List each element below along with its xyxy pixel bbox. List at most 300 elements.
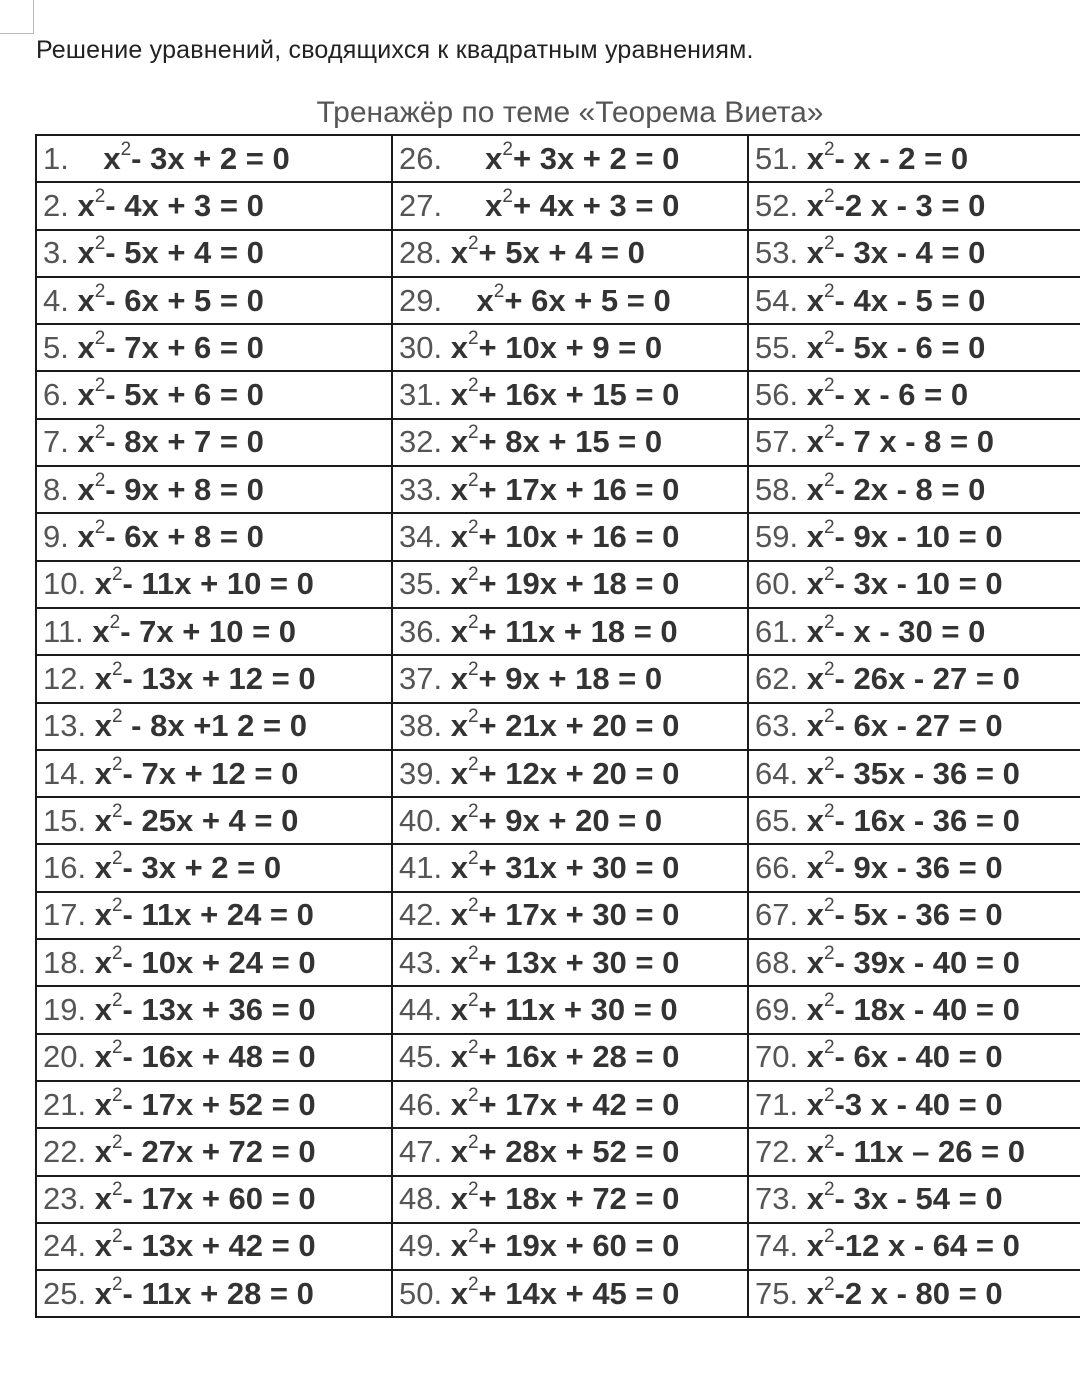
exponent: 2 (111, 1273, 123, 1295)
equation-variable: x (94, 755, 112, 791)
equation-number: 22. (43, 1133, 95, 1169)
equation-cell (392, 371, 748, 418)
equation-variable: x (806, 991, 824, 1027)
equation-variable: x (806, 802, 824, 838)
equation-cell (36, 939, 392, 986)
equation-terms: + 8x + 15 = 0 (478, 424, 663, 460)
equation (451, 519, 680, 554)
equation-variable: x (806, 235, 824, 271)
equation-terms: - 25x + 4 = 0 (122, 802, 299, 838)
equation-number: 38. (399, 708, 451, 744)
table-row (36, 986, 1080, 1033)
equation-cell (392, 608, 748, 655)
exponent: 2 (94, 517, 106, 539)
equation-number: 52. (755, 187, 807, 223)
equation-variable: x (450, 755, 468, 791)
exponent: 2 (823, 942, 835, 964)
exponent: 2 (111, 1037, 123, 1059)
equation-number: 8. (43, 471, 78, 507)
equation-variable: x (806, 329, 824, 365)
exponent: 2 (111, 1084, 123, 1106)
equation-variable: x (77, 235, 95, 271)
equation (451, 897, 680, 932)
equation (94, 753, 299, 791)
equation-terms: - 9x + 8 = 0 (105, 471, 264, 507)
equation-terms: - 7x + 6 = 0 (105, 329, 264, 365)
equation (807, 708, 1003, 743)
equation-variable: x (450, 424, 468, 460)
equation (485, 185, 680, 223)
equation-number: 18. (43, 944, 95, 980)
equation-variable: x (450, 329, 468, 365)
equation-variable: x (94, 850, 112, 886)
exponent: 2 (467, 753, 479, 775)
equation-terms: + 12x + 20 = 0 (478, 755, 680, 791)
equation-terms: - 3x + 2 = 0 (122, 850, 282, 886)
exponent: 2 (467, 1273, 479, 1295)
equation-terms: - 3x - 4 = 0 (834, 235, 986, 271)
equation-cell (748, 1081, 1080, 1128)
equation-cell (36, 1223, 392, 1270)
equation-number: 21. (43, 1086, 95, 1122)
equation-number: 26. (399, 140, 486, 176)
equation-terms: + 16x + 15 = 0 (478, 377, 680, 413)
equation-terms: - 5x + 4 = 0 (105, 235, 264, 271)
exponent: 2 (111, 895, 123, 917)
equation-terms: - 3x - 10 = 0 (834, 566, 1003, 602)
equation-variable: x (450, 471, 468, 507)
equation (450, 658, 663, 696)
table-row (36, 892, 1080, 939)
equation-variable: x (485, 187, 503, 223)
equation-variable: x (450, 1228, 468, 1264)
exponent: 2 (823, 1226, 835, 1248)
exponent: 2 (823, 422, 835, 444)
exponent: 2 (823, 375, 835, 397)
equation-cell (392, 797, 748, 844)
equation-cell (748, 371, 1080, 418)
exponent: 2 (467, 327, 479, 349)
equation (485, 138, 680, 176)
equation-cell (36, 797, 392, 844)
table-row (36, 135, 1080, 182)
equation (95, 566, 314, 601)
equation-variable: x (806, 755, 824, 791)
equation-number: 68. (755, 944, 807, 980)
equation-variable: x (450, 802, 468, 838)
equation (451, 377, 680, 412)
equation-cell (392, 466, 748, 513)
exponent: 2 (467, 942, 479, 964)
equation-number: 2. (43, 187, 78, 223)
equation-number: 48. (399, 1181, 451, 1217)
equation (806, 469, 986, 507)
equation (807, 377, 968, 412)
equation-cell (748, 986, 1080, 1033)
equation (451, 1228, 680, 1263)
exponent: 2 (467, 800, 479, 822)
equation-cell (392, 135, 748, 182)
equation (95, 897, 314, 932)
equation-cell (748, 1034, 1080, 1081)
equation-number: 20. (43, 1039, 95, 1075)
equation-variable: x (450, 235, 468, 271)
equation-number: 63. (755, 708, 807, 744)
equation-number: 49. (399, 1228, 451, 1264)
equation-variable: x (806, 377, 824, 413)
equation (806, 1273, 1003, 1311)
equation (77, 235, 263, 270)
equation (806, 942, 1020, 980)
equation-variable: x (450, 897, 468, 933)
equation-number: 70. (755, 1039, 807, 1075)
equation-number: 75. (755, 1275, 807, 1311)
equation-cell (392, 750, 748, 797)
equation (77, 327, 264, 365)
equation (806, 327, 986, 365)
equation-cell (392, 1081, 748, 1128)
equation-number: 51. (755, 140, 807, 176)
equation-terms: - 35x - 36 = 0 (834, 755, 1020, 791)
equation (94, 800, 299, 838)
equation-cell (392, 1128, 748, 1175)
equation-number: 65. (755, 802, 807, 838)
equation-terms: + 10x + 16 = 0 (478, 519, 680, 555)
equation-number: 23. (43, 1181, 95, 1217)
equations-table-body (36, 135, 1080, 1317)
equation (77, 519, 263, 554)
equation-variable: x (94, 1275, 112, 1311)
exponent: 2 (823, 327, 835, 349)
equation (94, 989, 316, 1027)
equation-number: 59. (755, 519, 807, 555)
equation-variable: x (77, 424, 95, 460)
equation-number: 11. (43, 613, 93, 649)
exponent: 2 (467, 1179, 479, 1201)
equation-number: 58. (755, 471, 807, 507)
equation (450, 1273, 680, 1311)
equation (103, 138, 290, 176)
equation-terms: - 10x + 24 = 0 (122, 944, 316, 980)
equation-cell (392, 939, 748, 986)
equation-terms: - 18x - 40 = 0 (834, 991, 1020, 1027)
equation-cell (392, 324, 748, 371)
equation-number: 60. (755, 566, 807, 602)
equation-terms: + 3x + 2 = 0 (513, 140, 680, 176)
equation-variable: x (806, 897, 824, 933)
equation-variable: x (450, 1133, 468, 1169)
exponent: 2 (467, 375, 479, 397)
equation-number: 43. (399, 944, 451, 980)
equation (806, 800, 1020, 838)
equation-number: 14. (43, 755, 95, 791)
equation-cell (36, 135, 392, 182)
equation-terms: - 16x + 48 = 0 (122, 1039, 316, 1075)
equation-cell (392, 1176, 748, 1223)
table-row (36, 844, 1080, 891)
exponent: 2 (94, 280, 106, 302)
equation-terms: - 8x +1 2 = 0 (122, 708, 307, 744)
exponent: 2 (467, 564, 479, 586)
equation-terms: - 13x + 12 = 0 (122, 660, 316, 696)
table-row (36, 655, 1080, 702)
equation-number: 74. (755, 1228, 807, 1264)
exponent: 2 (823, 1037, 835, 1059)
equation (807, 424, 994, 459)
equation-terms: - 17x + 60 = 0 (122, 1181, 316, 1217)
table-row (36, 513, 1080, 560)
exponent: 2 (111, 848, 123, 870)
equation (94, 942, 316, 980)
equation-cell (36, 277, 392, 324)
equation-variable: x (806, 187, 824, 223)
equation (807, 897, 1003, 932)
table-row (36, 466, 1080, 513)
equation-terms: - 39x - 40 = 0 (834, 944, 1020, 980)
equation-variable: x (77, 377, 95, 413)
equation-number: 16. (43, 850, 95, 886)
equation-terms: - 3x - 54 = 0 (834, 1181, 1003, 1217)
equation-variable: x (94, 660, 112, 696)
exponent: 2 (467, 1084, 479, 1106)
equation-cell (392, 703, 748, 750)
exponent: 2 (111, 658, 123, 680)
table-row (36, 703, 1080, 750)
exponent: 2 (467, 517, 479, 539)
exponent: 2 (467, 895, 479, 917)
exponent: 2 (823, 753, 835, 775)
equation (807, 850, 1003, 885)
equation-variable: x (806, 1228, 824, 1264)
equation-variable: x (94, 1228, 112, 1264)
equation-terms: + 11x + 30 = 0 (478, 991, 678, 1027)
equation-number: 62. (755, 660, 807, 696)
equation-variable: x (806, 1181, 824, 1217)
exponent: 2 (467, 1226, 479, 1248)
equation-terms: - 6x + 8 = 0 (105, 519, 264, 555)
equation-cell (748, 750, 1080, 797)
equation-variable: x (806, 1086, 824, 1122)
equation-cell (748, 844, 1080, 891)
exponent: 2 (502, 185, 513, 207)
equation-terms: + 10x + 9 = 0 (478, 329, 663, 365)
equation-number: 67. (755, 897, 807, 933)
equation-cell (748, 561, 1080, 608)
table-row (36, 561, 1080, 608)
equation-cell (36, 703, 392, 750)
table-row (36, 230, 1080, 277)
equation-terms: + 31x + 30 = 0 (478, 850, 680, 886)
equation-number: 53. (755, 235, 807, 271)
equation (450, 989, 678, 1027)
exponent: 2 (94, 185, 106, 207)
equation (95, 850, 281, 885)
equation-variable: x (450, 613, 468, 649)
equation-variable: x (806, 282, 824, 318)
equation-terms: + 9x + 18 = 0 (478, 660, 663, 696)
equation-variable: x (450, 660, 468, 696)
equation-variable: x (77, 187, 95, 223)
exponent: 2 (823, 989, 835, 1011)
equation-number: 39. (399, 755, 451, 791)
equation-variable: x (806, 708, 824, 744)
equation (451, 235, 645, 270)
equation (451, 1039, 680, 1074)
exponent: 2 (823, 517, 835, 539)
equation-number: 5. (43, 329, 78, 365)
equation-variable: x (806, 850, 824, 886)
equation-number: 34. (399, 519, 451, 555)
equation (95, 1181, 316, 1216)
exponent: 2 (467, 469, 479, 491)
equation-cell (392, 419, 748, 466)
equation-number: 54. (755, 282, 807, 318)
equation-variable: x (450, 944, 468, 980)
equation-variable: x (450, 566, 468, 602)
equation-number: 40. (399, 802, 451, 838)
equation-terms: - 3x + 2 = 0 (131, 140, 290, 176)
equation-number: 33. (399, 471, 451, 507)
equation-terms: - 11x + 10 = 0 (122, 566, 314, 602)
equation-terms: + 14x + 45 = 0 (478, 1275, 680, 1311)
equation-cell (392, 844, 748, 891)
equation-cell (36, 1176, 392, 1223)
equation-terms: - 11x + 28 = 0 (122, 1275, 314, 1311)
equation-variable: x (103, 140, 121, 176)
equation-cell (748, 892, 1080, 939)
equation-variable: x (94, 1181, 112, 1217)
equation-terms: -3 x - 40 = 0 (834, 1086, 1003, 1122)
exponent: 2 (823, 233, 835, 255)
table-row (36, 277, 1080, 324)
equation-terms: - 13x + 42 = 0 (122, 1228, 316, 1264)
equation (476, 280, 671, 318)
exponent: 2 (823, 469, 835, 491)
exponent: 2 (467, 422, 479, 444)
exponent: 2 (467, 611, 479, 633)
equations-table (35, 134, 1080, 1318)
exponent: 2 (94, 422, 106, 444)
equation-variable: x (94, 566, 112, 602)
equation-variable: x (92, 613, 110, 649)
exponent: 2 (823, 1179, 835, 1201)
equation-cell (748, 277, 1080, 324)
equation-cell (392, 986, 748, 1033)
exponent: 2 (111, 800, 123, 822)
equation-variable: x (806, 1275, 824, 1311)
table-row (36, 1176, 1080, 1223)
equation-variable: x (94, 1039, 112, 1075)
equation-number: 27. (399, 187, 486, 223)
equation-variable: x (806, 660, 824, 696)
equation-terms: + 16x + 28 = 0 (478, 1039, 680, 1075)
equation (451, 1181, 680, 1216)
equation-terms: -12 x - 64 = 0 (834, 1228, 1020, 1264)
equation-variable: x (450, 1086, 468, 1122)
equation-terms: - 4x + 3 = 0 (105, 187, 264, 223)
page-corner-mark (0, 0, 34, 34)
equation-terms: - 6x - 27 = 0 (834, 708, 1003, 744)
equation-number: 57. (755, 424, 807, 460)
equation-number: 37. (399, 660, 451, 696)
equation (451, 850, 680, 885)
equation-number: 9. (43, 519, 78, 555)
equation-cell (36, 371, 392, 418)
equation-variable: x (94, 944, 112, 980)
equation-terms: + 17x + 42 = 0 (478, 1086, 680, 1122)
equation (77, 377, 263, 412)
equation-number: 10. (43, 566, 95, 602)
exponent: 2 (823, 1084, 835, 1106)
equation-terms: - 27x + 72 = 0 (122, 1133, 316, 1169)
equation-terms: + 19x + 18 = 0 (478, 566, 680, 602)
equation (807, 1228, 1020, 1263)
equation (94, 1131, 316, 1169)
equation-terms: - 7x + 12 = 0 (122, 755, 299, 791)
equation-variable: x (94, 708, 112, 744)
equation-number: 3. (43, 235, 78, 271)
equation-number: 7. (43, 424, 78, 460)
equation-number: 17. (43, 897, 95, 933)
equation (806, 1131, 1026, 1169)
exponent: 2 (467, 658, 479, 680)
equation (450, 1131, 680, 1169)
equation (807, 1181, 1003, 1216)
equation-cell (748, 703, 1080, 750)
equation-cell (36, 892, 392, 939)
equation-number: 71. (755, 1086, 807, 1122)
equation-terms: - x - 2 = 0 (834, 140, 969, 176)
equation-variable: x (77, 471, 95, 507)
equation-terms: - 6x - 40 = 0 (834, 1039, 1003, 1075)
exponent: 2 (111, 564, 123, 586)
equation-terms: - 5x - 36 = 0 (834, 897, 1003, 933)
equation (450, 611, 678, 649)
equation (806, 185, 986, 223)
equation-number: 56. (755, 377, 807, 413)
equation-cell (748, 182, 1080, 229)
equation-number: 55. (755, 329, 807, 365)
equation-cell (392, 513, 748, 560)
page-heading: Решение уравнений, сводящихся к квадратным уравнениям. (36, 36, 754, 64)
equation-terms: - 8x + 7 = 0 (105, 424, 264, 460)
equation-variable: x (806, 613, 824, 649)
equation-variable: x (450, 1275, 468, 1311)
table-row (36, 1270, 1080, 1317)
equation-cell (748, 1270, 1080, 1317)
exponent: 2 (467, 989, 479, 1011)
equation (77, 424, 263, 459)
table-row (36, 371, 1080, 418)
equation-number: 35. (399, 566, 451, 602)
equation-terms: - 5x - 6 = 0 (834, 329, 986, 365)
equation-cell (392, 1270, 748, 1317)
equation-variable: x (94, 1133, 112, 1169)
equation-cell (748, 608, 1080, 655)
equation (94, 1273, 314, 1311)
equation-terms: + 21x + 20 = 0 (478, 708, 680, 744)
equation-variable: x (806, 471, 824, 507)
table-row (36, 1128, 1080, 1175)
equation-cell (392, 182, 748, 229)
table-row (36, 1223, 1080, 1270)
equation-variable: x (485, 140, 503, 176)
exponent: 2 (823, 1131, 835, 1153)
equation-number: 1. (43, 140, 104, 176)
equation-terms: - 9x - 36 = 0 (834, 850, 1003, 886)
equation (450, 1084, 680, 1122)
equation-terms: + 28x + 52 = 0 (478, 1133, 680, 1169)
